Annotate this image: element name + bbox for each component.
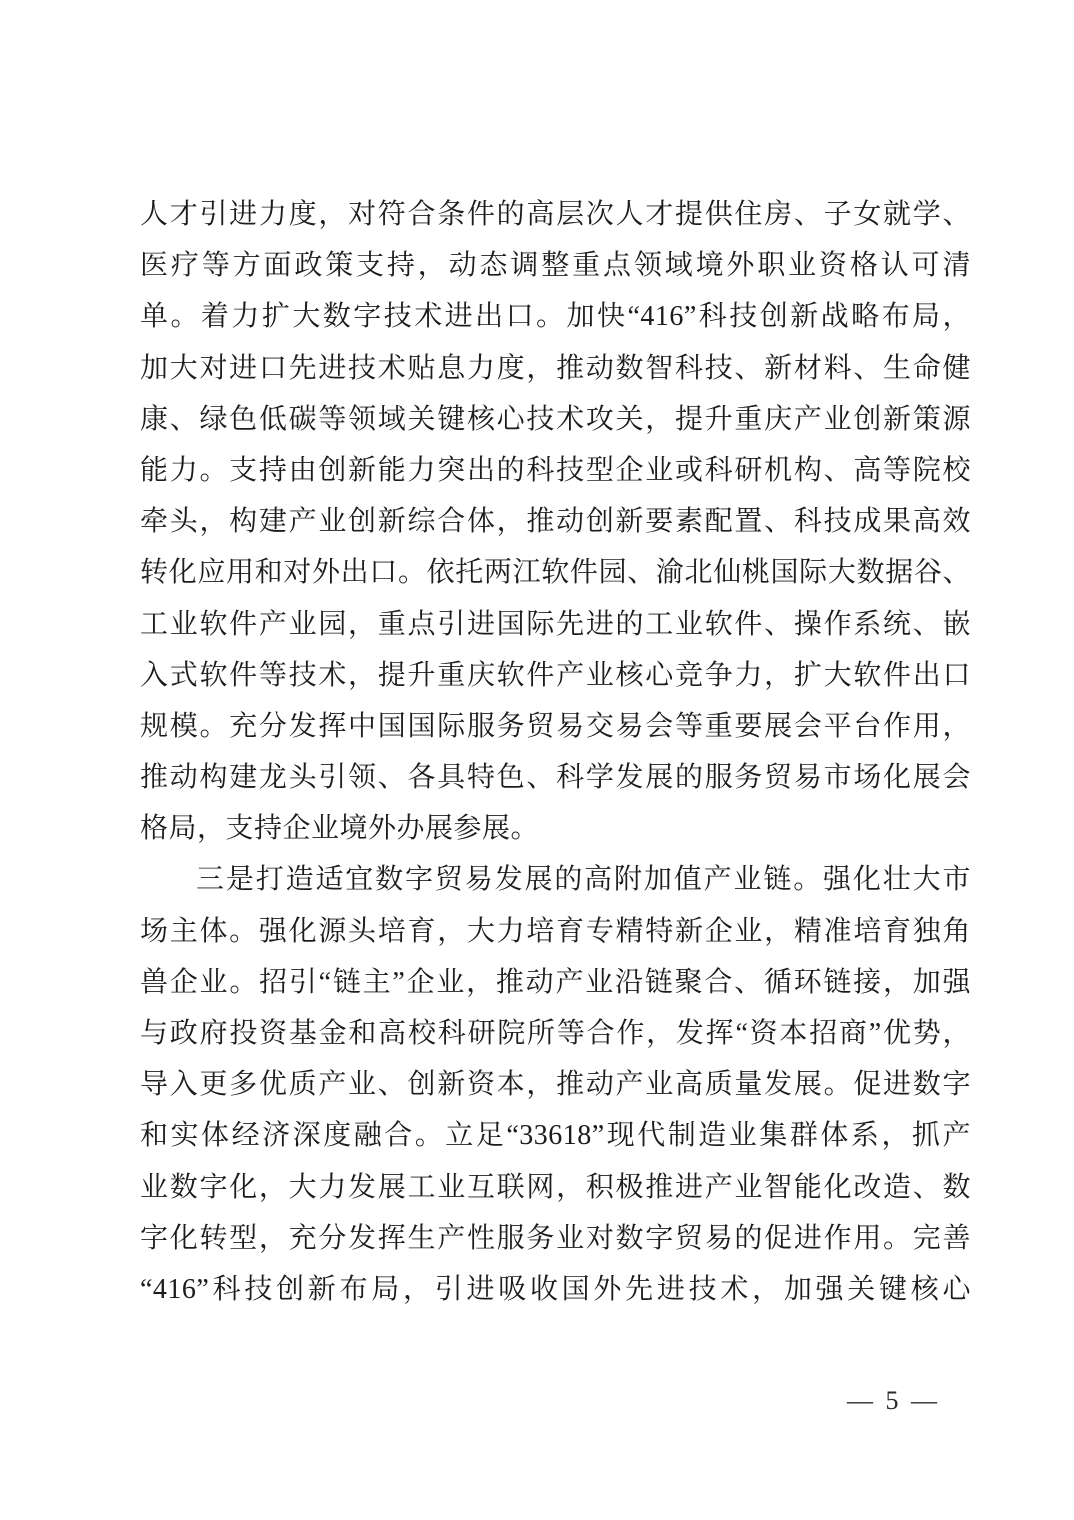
text-line: 人才引进力度，对符合条件的高层次人才提供住房、子女就学、 bbox=[140, 199, 971, 230]
text-line: 入式软件等技术，提升重庆软件产业核心竞争力，扩大软件出口 bbox=[140, 659, 971, 691]
text-line: 工业软件产业园，重点引进国际先进的工业软件、操作系统、嵌 bbox=[140, 608, 971, 640]
text-line: “416”科技创新布局，引进吸收国外先进技术，加强关键核心 bbox=[140, 1273, 971, 1305]
text-line: 医疗等方面政策支持，动态调整重点领域境外职业资格认可清 bbox=[140, 250, 971, 282]
text-line: 与政府投资基金和高校科研院所等合作，发挥“资本招商”优势， bbox=[140, 1018, 971, 1049]
body-text-column bbox=[140, 189, 971, 1315]
text-line: 字化转型，充分发挥生产性服务业对数字贸易的促进作用。完善 bbox=[140, 1222, 971, 1254]
text-line: 格局，支持企业境外办展参展。 bbox=[140, 813, 540, 845]
text-line: 单。着力扩大数字技术进出口。加快“416”科技创新战略布局， bbox=[140, 301, 971, 333]
text-line: 转化应用和对外出口。依托两江软件园、渝北仙桃国际大数据谷、 bbox=[140, 557, 971, 589]
text-line: 能力。支持由创新能力突出的科技型企业或科研机构、高等院校 bbox=[140, 454, 971, 486]
text-line: 加大对进口先进技术贴息力度，推动数智科技、新材料、生命健 bbox=[140, 352, 971, 384]
text-line: 场主体。强化源头培育，大力培育专精特新企业，精准培育独角 bbox=[140, 915, 971, 947]
text-line: 导入更多优质产业、创新资本，推动产业高质量发展。促进数字 bbox=[140, 1069, 971, 1101]
page-number: — 5 — bbox=[847, 1386, 940, 1415]
text-line: 推动构建龙头引领、各具特色、科学发展的服务贸易市场化展会 bbox=[140, 762, 971, 794]
text-line: 三是打造适宜数字贸易发展的高附加值产业链。强化壮大市 bbox=[196, 864, 971, 896]
text-line: 康、绿色低碳等领域关键核心技术攻关，提升重庆产业创新策源 bbox=[140, 403, 971, 435]
text-line: 业数字化，大力发展工业互联网，积极推进产业智能化改造、数 bbox=[140, 1171, 971, 1203]
text-line: 规模。充分发挥中国国际服务贸易交易会等重要展会平台作用， bbox=[140, 710, 971, 742]
page-footer bbox=[140, 1386, 940, 1416]
text-line: 和实体经济深度融合。立足“33618”现代制造业集群体系，抓产 bbox=[140, 1120, 971, 1152]
text-line: 牵头，构建产业创新综合体，推动创新要素配置、科技成果高效 bbox=[140, 506, 971, 538]
text-line: 兽企业。招引“链主”企业，推动产业沿链聚合、循环链接，加强 bbox=[140, 966, 971, 998]
